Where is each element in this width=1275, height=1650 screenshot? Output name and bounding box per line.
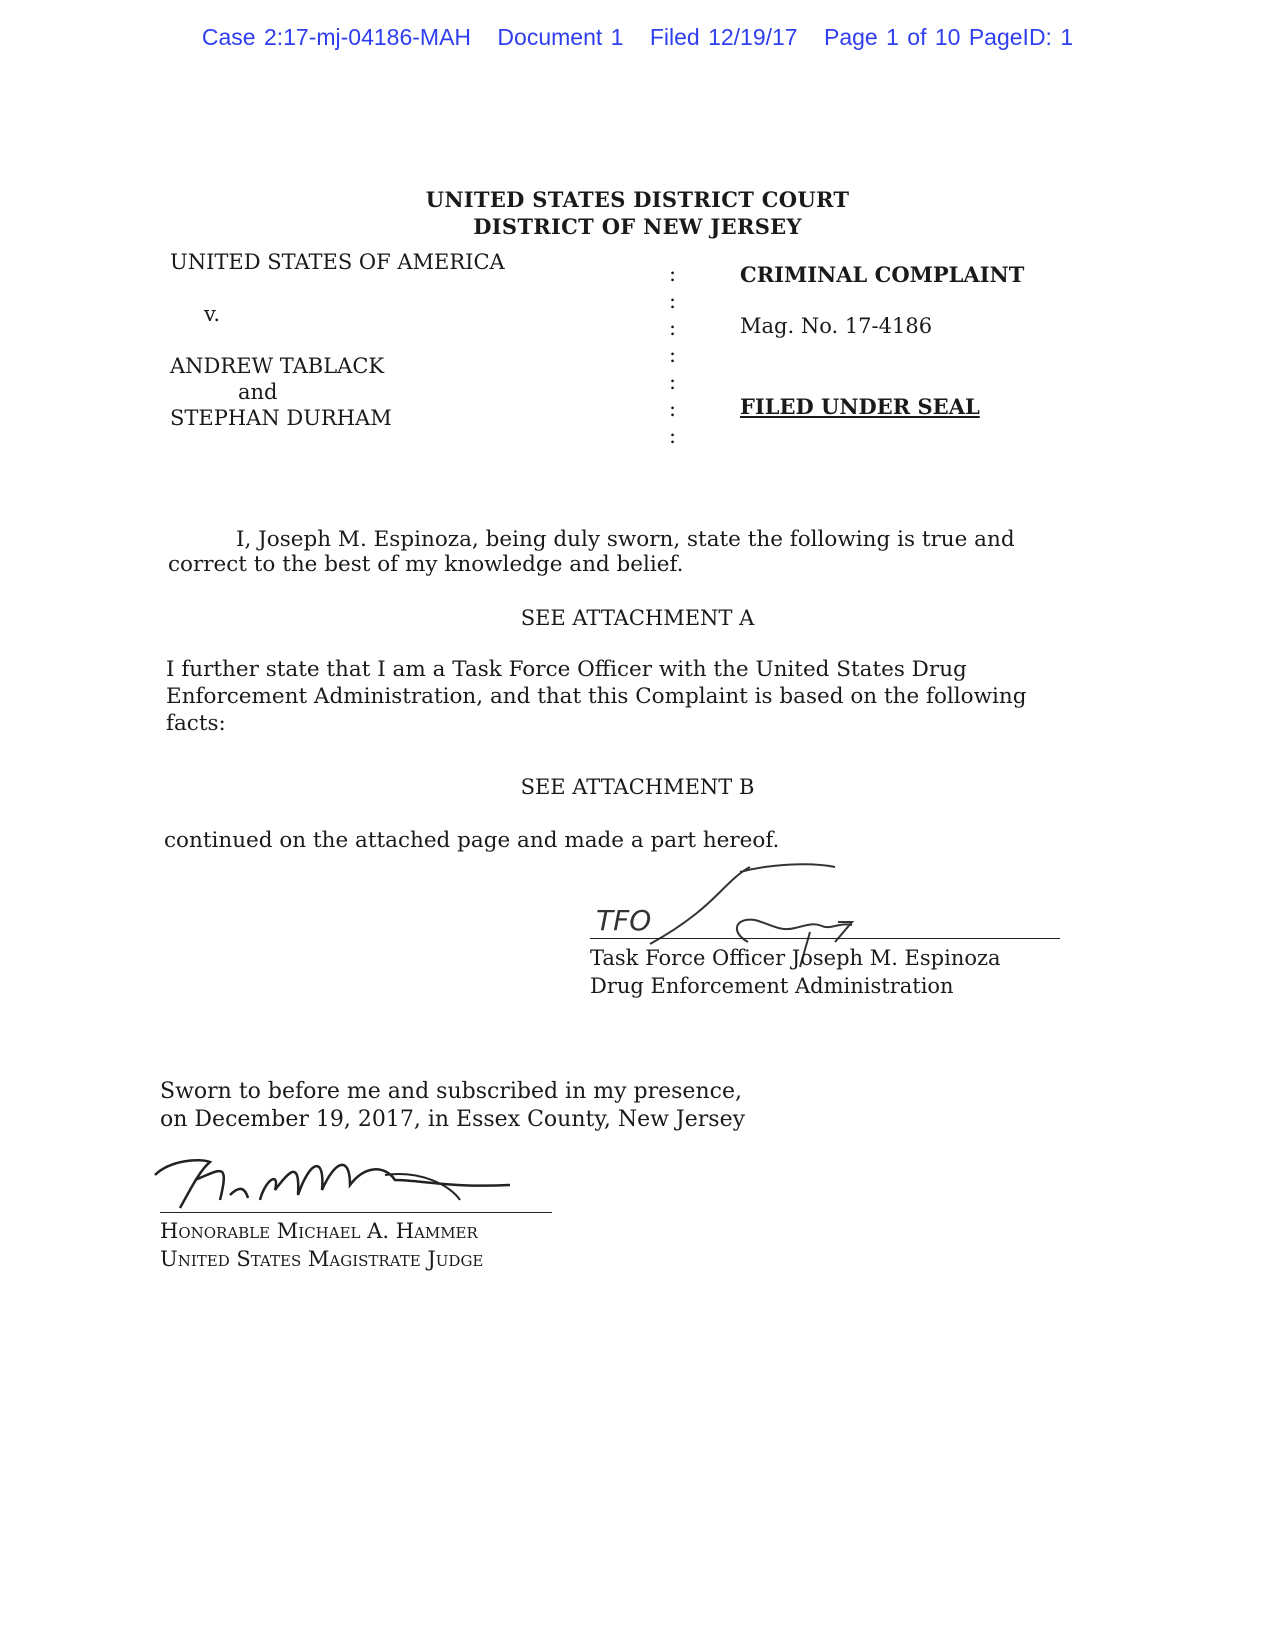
court-district: DISTRICT OF NEW JERSEY [473, 214, 802, 239]
affidavit-line-1: I, Joseph M. Espinoza, being duly sworn, state the following is true and [236, 527, 1015, 552]
filed-date: Filed 12/19/17 [649, 24, 798, 50]
officer-block [590, 944, 1001, 1000]
complaint-title: CRIMINAL COMPLAINT [740, 262, 1025, 287]
see-attachment-b: SEE ATTACHMENT B [520, 775, 755, 799]
case-number: Case 2:17-mj-04186-MAH [201, 24, 472, 50]
affidavit-line-2: correct to the best of my knowledge and belief. [168, 552, 684, 577]
judge-name: Honorable Michael A. Hammer [160, 1219, 478, 1243]
officer-agency: Drug Enforcement Administration [590, 974, 954, 998]
colon: : [669, 316, 677, 340]
plaintiff: UNITED STATES OF AMERICA [170, 250, 505, 274]
statement-line-1: I further state that I am a Task Force Officer with the United States Drug [166, 657, 967, 682]
colon: : [669, 370, 677, 394]
magistrate-number: Mag. No. 17-4186 [740, 314, 933, 338]
colon: : [669, 424, 677, 448]
statement-line-2: Enforcement Administration, and that this Complaint is based on the following [166, 684, 1027, 709]
see-attachment-a: SEE ATTACHMENT A [520, 606, 755, 630]
judge-title: United States Magistrate Judge [160, 1247, 484, 1271]
continued-line: continued on the attached page and made a part hereof. [164, 828, 780, 853]
judge-block [160, 1217, 483, 1273]
colon: : [669, 289, 677, 313]
judge-signature-line [160, 1212, 552, 1213]
court-name: UNITED STATES DISTRICT COURT [425, 187, 850, 212]
colon: : [669, 397, 677, 421]
judge-signature [150, 1140, 510, 1220]
tfo-handwritten: TFO [596, 904, 652, 937]
jurat-line-2: on December 19, 2017, in Essex County, New Jersey [160, 1107, 746, 1132]
court-title [0, 186, 1275, 240]
jurat-line-1: Sworn to before me and subscribed in my presence, [160, 1079, 742, 1104]
jurat [160, 1078, 745, 1134]
defendant-1: ANDREW TABLACK [170, 354, 385, 378]
officer-signature-line [590, 938, 1060, 939]
and-connector: and [238, 380, 278, 404]
document-number: Document 1 [497, 24, 624, 50]
defendant-2: STEPHAN DURHAM [170, 406, 392, 430]
versus: v. [204, 302, 221, 326]
ecf-header-stamp [0, 24, 1275, 51]
filed-under-seal: FILED UNDER SEAL [740, 394, 980, 419]
colon: : [669, 262, 677, 286]
officer-signature [590, 862, 890, 957]
statement-line-3: facts: [166, 711, 226, 736]
page-info: Page 1 of 10 PageID: 1 [824, 24, 1074, 50]
officer-name: Task Force Officer Joseph M. Espinoza [590, 946, 1001, 970]
colon: : [669, 343, 677, 367]
